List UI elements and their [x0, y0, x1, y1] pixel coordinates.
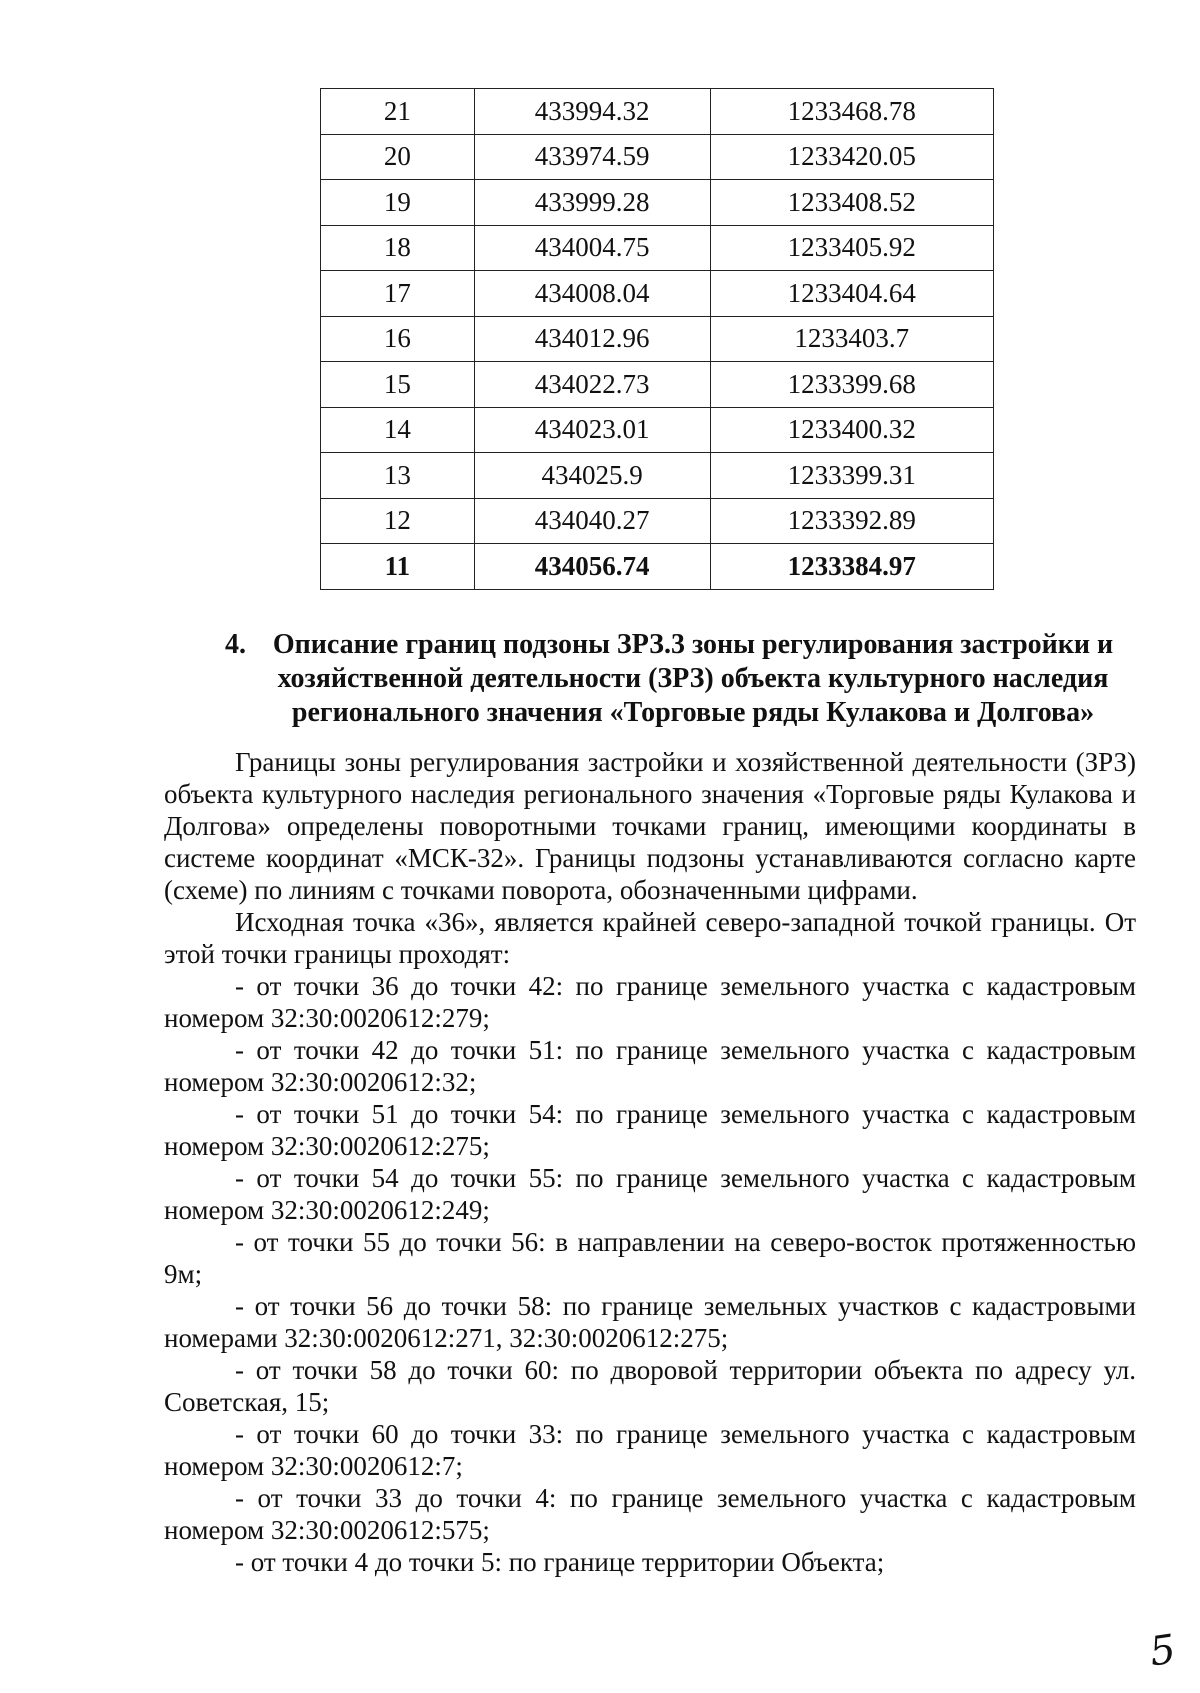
page-number: 5	[1146, 1626, 1179, 1676]
paragraph: Границы зоны регулирования застройки и хозяйственной деятельности (ЗРЗ) объекта культурного наследия регионального значения «Торговые ряды Кулакова и Долгова» определены поворотными точками границ, имеющими координаты в системе координат «МСК-32». Границы подзоны устанавливаются согласно карте (схеме) по линиям с точками поворота, обозначенными цифрами.	[164, 747, 1136, 905]
coord-x: 434004.75	[474, 225, 710, 271]
point-number: 20	[321, 134, 475, 180]
coord-x: 434056.74	[474, 544, 710, 590]
point-number: 19	[321, 180, 475, 226]
coord-y: 1233468.78	[710, 89, 993, 135]
coord-y: 1233404.64	[710, 271, 993, 317]
coord-x: 434012.96	[474, 316, 710, 362]
section-title: Описание границ подзоны ЗРЗ.3 зоны регулирования застройки и хозяйственной деятельности (ЗРЗ) объекта культурного наследия регионального значения «Торговые ряды Кулакова и Долгова»	[272, 629, 1114, 728]
list-item: - от точки 33 до точки 4: по границе земельного участка с кадастровым номером 32:30:0020612:575;	[164, 1483, 1136, 1545]
point-number: 17	[321, 271, 475, 317]
coord-x: 434008.04	[474, 271, 710, 317]
coord-x: 433999.28	[474, 180, 710, 226]
point-number: 16	[321, 316, 475, 362]
coord-y: 1233400.32	[710, 407, 993, 453]
list-item: - от точки 58 до точки 60: по дворовой территории объекта по адресу ул. Советская, 15;	[164, 1355, 1136, 1417]
list-item: - от точки 51 до точки 54: по границе земельного участка с кадастровым номером 32:30:0020612:275;	[164, 1099, 1136, 1161]
coord-y: 1233392.89	[710, 498, 993, 544]
point-number: 13	[321, 453, 475, 499]
body-text	[164, 746, 1136, 1578]
coord-y: 1233420.05	[710, 134, 993, 180]
coord-x: 434040.27	[474, 498, 710, 544]
coord-x: 433974.59	[474, 134, 710, 180]
table-row	[321, 498, 994, 544]
table-row	[321, 362, 994, 408]
list-item: - от точки 42 до точки 51: по границе земельного участка с кадастровым номером 32:30:0020612:32;	[164, 1035, 1136, 1097]
paragraph: Исходная точка «36», является крайней северо-западной точкой границы. От этой точки границы проходят:	[164, 907, 1136, 969]
coord-x: 433994.32	[474, 89, 710, 135]
coord-y: 1233405.92	[710, 225, 993, 271]
list-item: - от точки 60 до точки 33: по границе земельного участка с кадастровым номером 32:30:0020612:7;	[164, 1419, 1136, 1481]
list-item: - от точки 54 до точки 55: по границе земельного участка с кадастровым номером 32:30:0020612:249;	[164, 1163, 1136, 1225]
coord-y: 1233399.68	[710, 362, 993, 408]
table-row	[321, 453, 994, 499]
table-row	[321, 180, 994, 226]
section-number: 4.	[225, 629, 246, 660]
coord-x: 434022.73	[474, 362, 710, 408]
table-row	[321, 407, 994, 453]
list-item: - от точки 4 до точки 5: по границе территории Объекта;	[235, 1547, 885, 1577]
table-row	[321, 225, 994, 271]
list-item: - от точки 56 до точки 58: по границе земельных участков с кадастровыми номерами 32:30:0020612:271, 32:30:0020612:275;	[164, 1291, 1136, 1353]
list-item: - от точки 55 до точки 56: в направлении на северо-восток протяженностью 9м;	[164, 1227, 1136, 1289]
point-number: 21	[321, 89, 475, 135]
coord-x: 434023.01	[474, 407, 710, 453]
coord-y: 1233403.7	[710, 316, 993, 362]
coord-y: 1233384.97	[710, 544, 993, 590]
section-heading	[225, 628, 1115, 730]
coord-y: 1233399.31	[710, 453, 993, 499]
point-number: 15	[321, 362, 475, 408]
list-item: - от точки 36 до точки 42: по границе земельного участка с кадастровым номером 32:30:0020612:279;	[164, 971, 1136, 1033]
table-row	[321, 271, 994, 317]
coord-y: 1233408.52	[710, 180, 993, 226]
table-row	[321, 316, 994, 362]
coordinates-table	[320, 88, 994, 590]
point-number: 14	[321, 407, 475, 453]
point-number: 12	[321, 498, 475, 544]
point-number: 11	[321, 544, 475, 590]
table-row	[321, 544, 994, 590]
table-row	[321, 89, 994, 135]
table-row	[321, 134, 994, 180]
point-number: 18	[321, 225, 475, 271]
coord-x: 434025.9	[474, 453, 710, 499]
